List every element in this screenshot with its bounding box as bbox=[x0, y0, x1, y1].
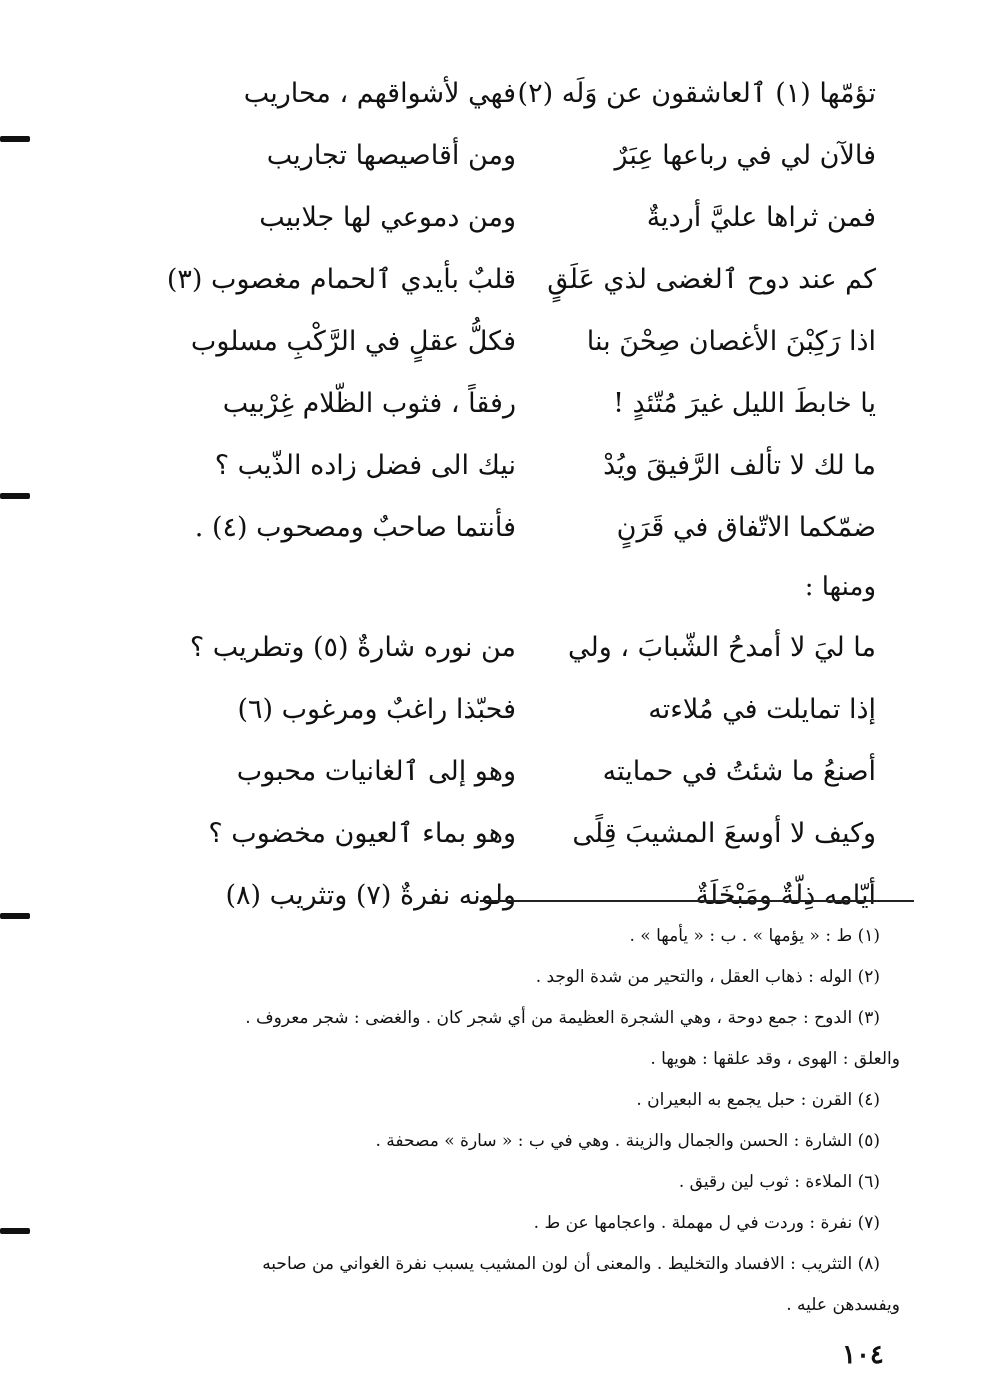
footnote: (٤) القرن : حبل يجمع به البعيران . bbox=[636, 1090, 880, 1110]
verse-first-hemistich: تؤمّها (١) ٱلعاشقون عن وَلَه (٢) bbox=[517, 77, 876, 109]
verse bbox=[150, 310, 876, 372]
footnote: (٦) الملاءة : ثوب لين رقيق . bbox=[678, 1172, 880, 1192]
verse-second-hemistich: فكلُّ عقلٍ في الرَّكْبِ مسلوب bbox=[190, 325, 516, 357]
verse-first-hemistich: ما ليَ لا أمدحُ الشّبابَ ، ولي bbox=[568, 631, 876, 663]
verse-second-hemistich: وهو بماء ٱلعيون مخضوب ؟ bbox=[208, 817, 516, 849]
verse-second-hemistich: فحبّذا راغبٌ ومرغوب (٦) bbox=[237, 693, 516, 725]
poem bbox=[150, 62, 876, 926]
verse-first-hemistich: ضمّكما الاتّفاق في قَرَنٍ bbox=[616, 511, 876, 543]
footnotes bbox=[120, 916, 900, 1326]
verse bbox=[150, 616, 876, 678]
footnote: (٧) نفرة : وردت في ل مهملة . واعجامها عن ط . bbox=[533, 1213, 880, 1233]
verse bbox=[150, 434, 876, 496]
verse-second-hemistich: رفقاً ، فثوب الظّلام غِرْبيب bbox=[222, 387, 516, 419]
verse-second-hemistich: قلبٌ بأيدي ٱلحمام مغصوب (٣) bbox=[166, 263, 516, 295]
verse-second-hemistich: ومن أقاصيصها تجاريب bbox=[266, 139, 516, 171]
verse-first-hemistich: أيّامه ذِلّةٌ ومَبْخَلَةٌ bbox=[695, 879, 876, 911]
verse-first-hemistich: يا خابطَ الليل غيرَ مُتّئدٍ ! bbox=[613, 387, 876, 419]
footnote: (٣) الدوح : جمع دوحة ، وهي الشجرة العظيمة من أي شجر كان . والغضى : شجر معروف . bbox=[245, 1008, 880, 1028]
verse-first-hemistich: فمن ثراها عليَّ أرديةٌ bbox=[646, 201, 876, 233]
verse-first-hemistich: ما لك لا تألف الرَّفيقَ ويُدْ bbox=[603, 449, 876, 481]
verse-second-hemistich: ومن دموعي لها جلابيب bbox=[259, 201, 516, 233]
verse-first-hemistich: أصنعُ ما شئتُ في حمايته bbox=[602, 755, 876, 787]
verse-first-hemistich: فالآن لي في رباعها عِبَرٌ bbox=[614, 139, 876, 171]
verse bbox=[150, 186, 876, 248]
verse-second-hemistich: من نوره شارةٌ (٥) وتطريب ؟ bbox=[189, 631, 516, 663]
footnote: (٨) التثريب : الافساد والتخليط . والمعنى أن لون المشيب يسبب نفرة الغواني من صاحبه bbox=[262, 1254, 880, 1274]
verse bbox=[150, 802, 876, 864]
verse bbox=[150, 496, 876, 558]
verse bbox=[150, 124, 876, 186]
verse-first-hemistich: إذا تمايلت في مُلاءته bbox=[648, 693, 876, 725]
verse-second-hemistich: فهي لأشواقهم ، محاريب bbox=[243, 77, 516, 109]
verse-second-hemistich: نيك الى فضل زاده الذّيب ؟ bbox=[214, 449, 516, 481]
verse-first-hemistich: كم عند دوح ٱلغضى لذي عَلَقٍ bbox=[547, 263, 876, 295]
verse bbox=[150, 248, 876, 310]
scan-edge-mark bbox=[0, 493, 30, 499]
verse bbox=[150, 678, 876, 740]
verse bbox=[150, 372, 876, 434]
page-number: ١٠٤ bbox=[842, 1340, 884, 1370]
footnote: (٥) الشارة : الحسن والجمال والزينة . وهي في ب : « سارة » مصحفة . bbox=[375, 1131, 880, 1151]
verse-second-hemistich: فأنتما صاحبٌ ومصحوب (٤) . bbox=[194, 511, 516, 543]
scan-edge-mark bbox=[0, 1228, 30, 1234]
verse bbox=[150, 62, 876, 124]
verse-first-hemistich: اذا رَكِبْنَ الأغصان صِحْنَ بنا bbox=[586, 325, 876, 357]
footnote-continuation: والعلق : الهوى ، وقد علقها : هويها . bbox=[650, 1049, 900, 1069]
verse-second-hemistich: ولونه نفرةٌ (٧) وتثريب (٨) bbox=[225, 879, 516, 911]
section-heading: ومنها : bbox=[804, 572, 876, 602]
footnote: (٢) الوله : ذهاب العقل ، والتحير من شدة الوجد . bbox=[535, 967, 880, 987]
footnote-continuation: ويفسدهن عليه . bbox=[786, 1295, 900, 1315]
verse-second-hemistich: وهو إلى ٱلغانيات محبوب bbox=[236, 755, 516, 787]
footnote-divider bbox=[480, 900, 914, 902]
scan-edge-mark bbox=[0, 913, 30, 919]
verse-first-hemistich: وكيف لا أوسعَ المشيبَ قِلًى bbox=[572, 817, 876, 849]
verse bbox=[150, 740, 876, 802]
footnote: (١) ط : « يؤمها » . ب : « يأمها » . bbox=[629, 926, 880, 946]
scan-edge-mark bbox=[0, 136, 30, 142]
